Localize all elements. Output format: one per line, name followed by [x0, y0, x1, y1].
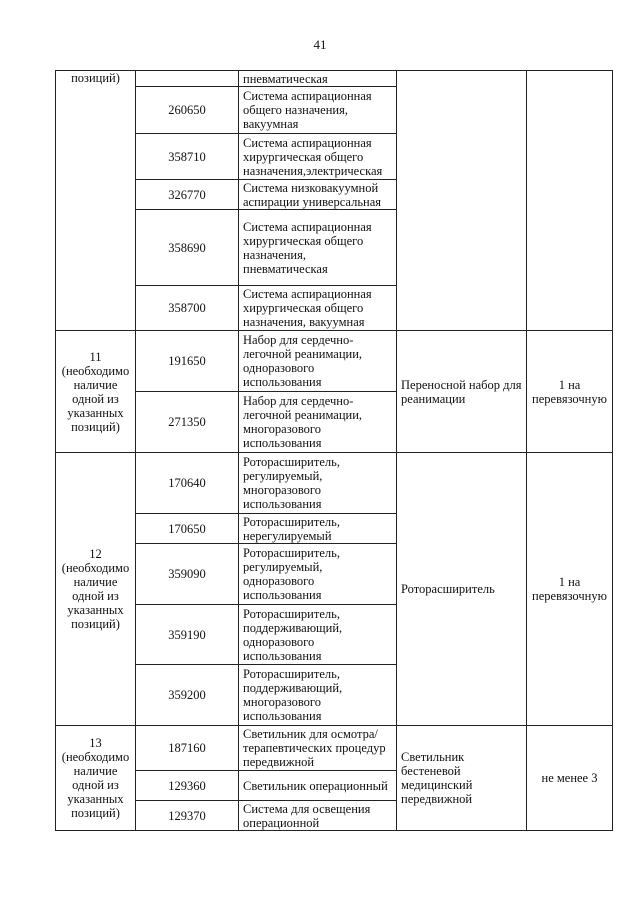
item-code: 326770: [136, 180, 239, 210]
item-code: 129370: [136, 801, 239, 831]
item-name: Светильник операционный: [239, 771, 397, 801]
item-code: 358700: [136, 286, 239, 331]
item-code: [136, 71, 239, 87]
item-code: 358690: [136, 210, 239, 286]
item-code: 170640: [136, 453, 239, 514]
table-row: [56, 726, 613, 771]
group-quantity-cell: не менее 3: [527, 726, 613, 831]
item-name: пневматическая: [239, 71, 397, 87]
item-code: 170650: [136, 514, 239, 544]
item-name: Набор для сердечно-легочной реанимации, одноразового использования: [239, 331, 397, 392]
page-number: 41: [313, 37, 327, 52]
item-code: 191650: [136, 331, 239, 392]
item-name: Система аспирационная хирургическая общего назначения, пневматическая: [239, 210, 397, 286]
table-row: [56, 71, 613, 87]
group-kind-cell: Светильник бестеневой медицинский передвижной: [397, 726, 527, 831]
item-code: 358710: [136, 134, 239, 180]
table-row: [56, 331, 613, 392]
group-position-cell: 13 (необходимо наличие одной из указанных позиций): [56, 726, 136, 831]
group-position-cell: 11 (необходимо наличие одной из указанных позиций): [56, 331, 136, 453]
item-name: Роторасширитель, поддерживающий, одноразового использования: [239, 605, 397, 665]
item-code: 359200: [136, 665, 239, 726]
item-name: Набор для сердечно-легочной реанимации, многоразового использования: [239, 392, 397, 453]
item-name: Роторасширитель, регулируемый, многоразового использования: [239, 453, 397, 514]
item-code: 271350: [136, 392, 239, 453]
group-kind-cell: Роторасширитель: [397, 453, 527, 726]
group-quantity-cell: 1 на перевязочную: [527, 331, 613, 453]
group-quantity-cell: [527, 71, 613, 331]
equipment-table: [55, 70, 613, 831]
item-name: Система низковакуумной аспирации универсальная: [239, 180, 397, 210]
item-code: 260650: [136, 87, 239, 134]
item-name: Роторасширитель, нерегулируемый: [239, 514, 397, 544]
item-name: Роторасширитель, поддерживающий, многоразового использования: [239, 665, 397, 726]
item-name: Роторасширитель, регулируемый, одноразового использования: [239, 544, 397, 605]
item-name: Система аспирационная общего назначения, вакуумная: [239, 87, 397, 134]
group-position-cell: позиций): [56, 71, 136, 331]
group-quantity-cell: 1 на перевязочную: [527, 453, 613, 726]
group-position-cell: 12 (необходимо наличие одной из указанных позиций): [56, 453, 136, 726]
item-name: Светильник для осмотра/ терапевтических процедур передвижной: [239, 726, 397, 771]
item-name: Система аспирационная хирургическая общего назначения, вакуумная: [239, 286, 397, 331]
group-kind-cell: [397, 71, 527, 331]
item-name: Система аспирационная хирургическая общего назначения,электрическая: [239, 134, 397, 180]
item-code: 359190: [136, 605, 239, 665]
item-code: 129360: [136, 771, 239, 801]
item-code: 187160: [136, 726, 239, 771]
group-kind-cell: Переносной набор для реанимации: [397, 331, 527, 453]
table-row: [56, 453, 613, 514]
item-code: 359090: [136, 544, 239, 605]
item-name: Система для освещения операционной: [239, 801, 397, 831]
